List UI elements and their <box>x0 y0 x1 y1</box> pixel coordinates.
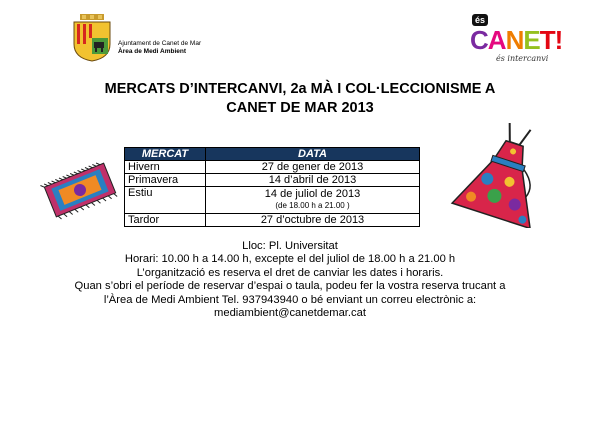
market-season: Estiu <box>125 187 206 214</box>
table-row <box>125 174 420 187</box>
booking-contact: l’Àrea de Medi Ambient Tel. 937943940 o bé enviant un correu electrònic a: <box>103 293 477 306</box>
schedule-text: Horari: 10.00 h a 14.00 h, excepte el del juliol de 18.00 h a 21.00 h <box>124 253 456 266</box>
market-date: 14 d’abril de 2013 <box>206 174 420 187</box>
reservation-disclaimer: L’organització es reserva el dret de canviar les dates i horaris. <box>136 266 444 279</box>
logo-badge: és <box>472 14 488 26</box>
column-header-mercat: MERCAT <box>125 148 206 161</box>
logo-tagline: és intercanvi <box>496 54 549 63</box>
table-header-row <box>125 148 420 161</box>
coat-of-arms-icon <box>72 14 112 62</box>
market-season: Tardor <box>125 214 206 227</box>
dress-illustration-icon <box>450 118 560 228</box>
info-block <box>20 240 560 320</box>
markets-table <box>124 147 420 227</box>
market-date: 14 de juliol de 2013 <box>264 188 361 200</box>
rug-illustration-icon <box>40 160 120 220</box>
title-line-2: CANET DE MAR 2013 <box>226 100 374 116</box>
market-season: Hivern <box>125 161 206 174</box>
booking-instructions: Quan s’obri el període de reservar d’espai o taula, podeu fer la vostra reserva trucant a <box>74 280 506 293</box>
market-time-note: (de 18.00 h a 21.00 ) <box>275 201 350 210</box>
market-season: Primavera <box>125 174 206 187</box>
table-row <box>125 214 420 227</box>
canet-logo <box>470 14 563 72</box>
table-row <box>125 187 420 214</box>
market-date: 27 d’octubre de 2013 <box>206 214 420 227</box>
logo-wordmark: CANET! <box>470 25 563 55</box>
department-name: Àrea de Medi Ambient <box>118 48 187 55</box>
page-title <box>40 80 560 118</box>
market-date: 27 de gener de 2013 <box>206 161 420 174</box>
market-date-cell <box>206 187 420 214</box>
title-line-1: MERCATS D’INTERCANVI, 2a MÀ I COL·LECCIONISME A <box>104 81 496 97</box>
table-row <box>125 161 420 174</box>
column-header-data: DATA <box>206 148 420 161</box>
location-text: Lloc: Pl. Universitat <box>242 240 338 252</box>
organization-name: Ajuntament de Canet de Mar <box>118 40 202 47</box>
organization-text <box>118 40 201 56</box>
contact-email: mediambient@canetdemar.cat <box>214 307 366 320</box>
